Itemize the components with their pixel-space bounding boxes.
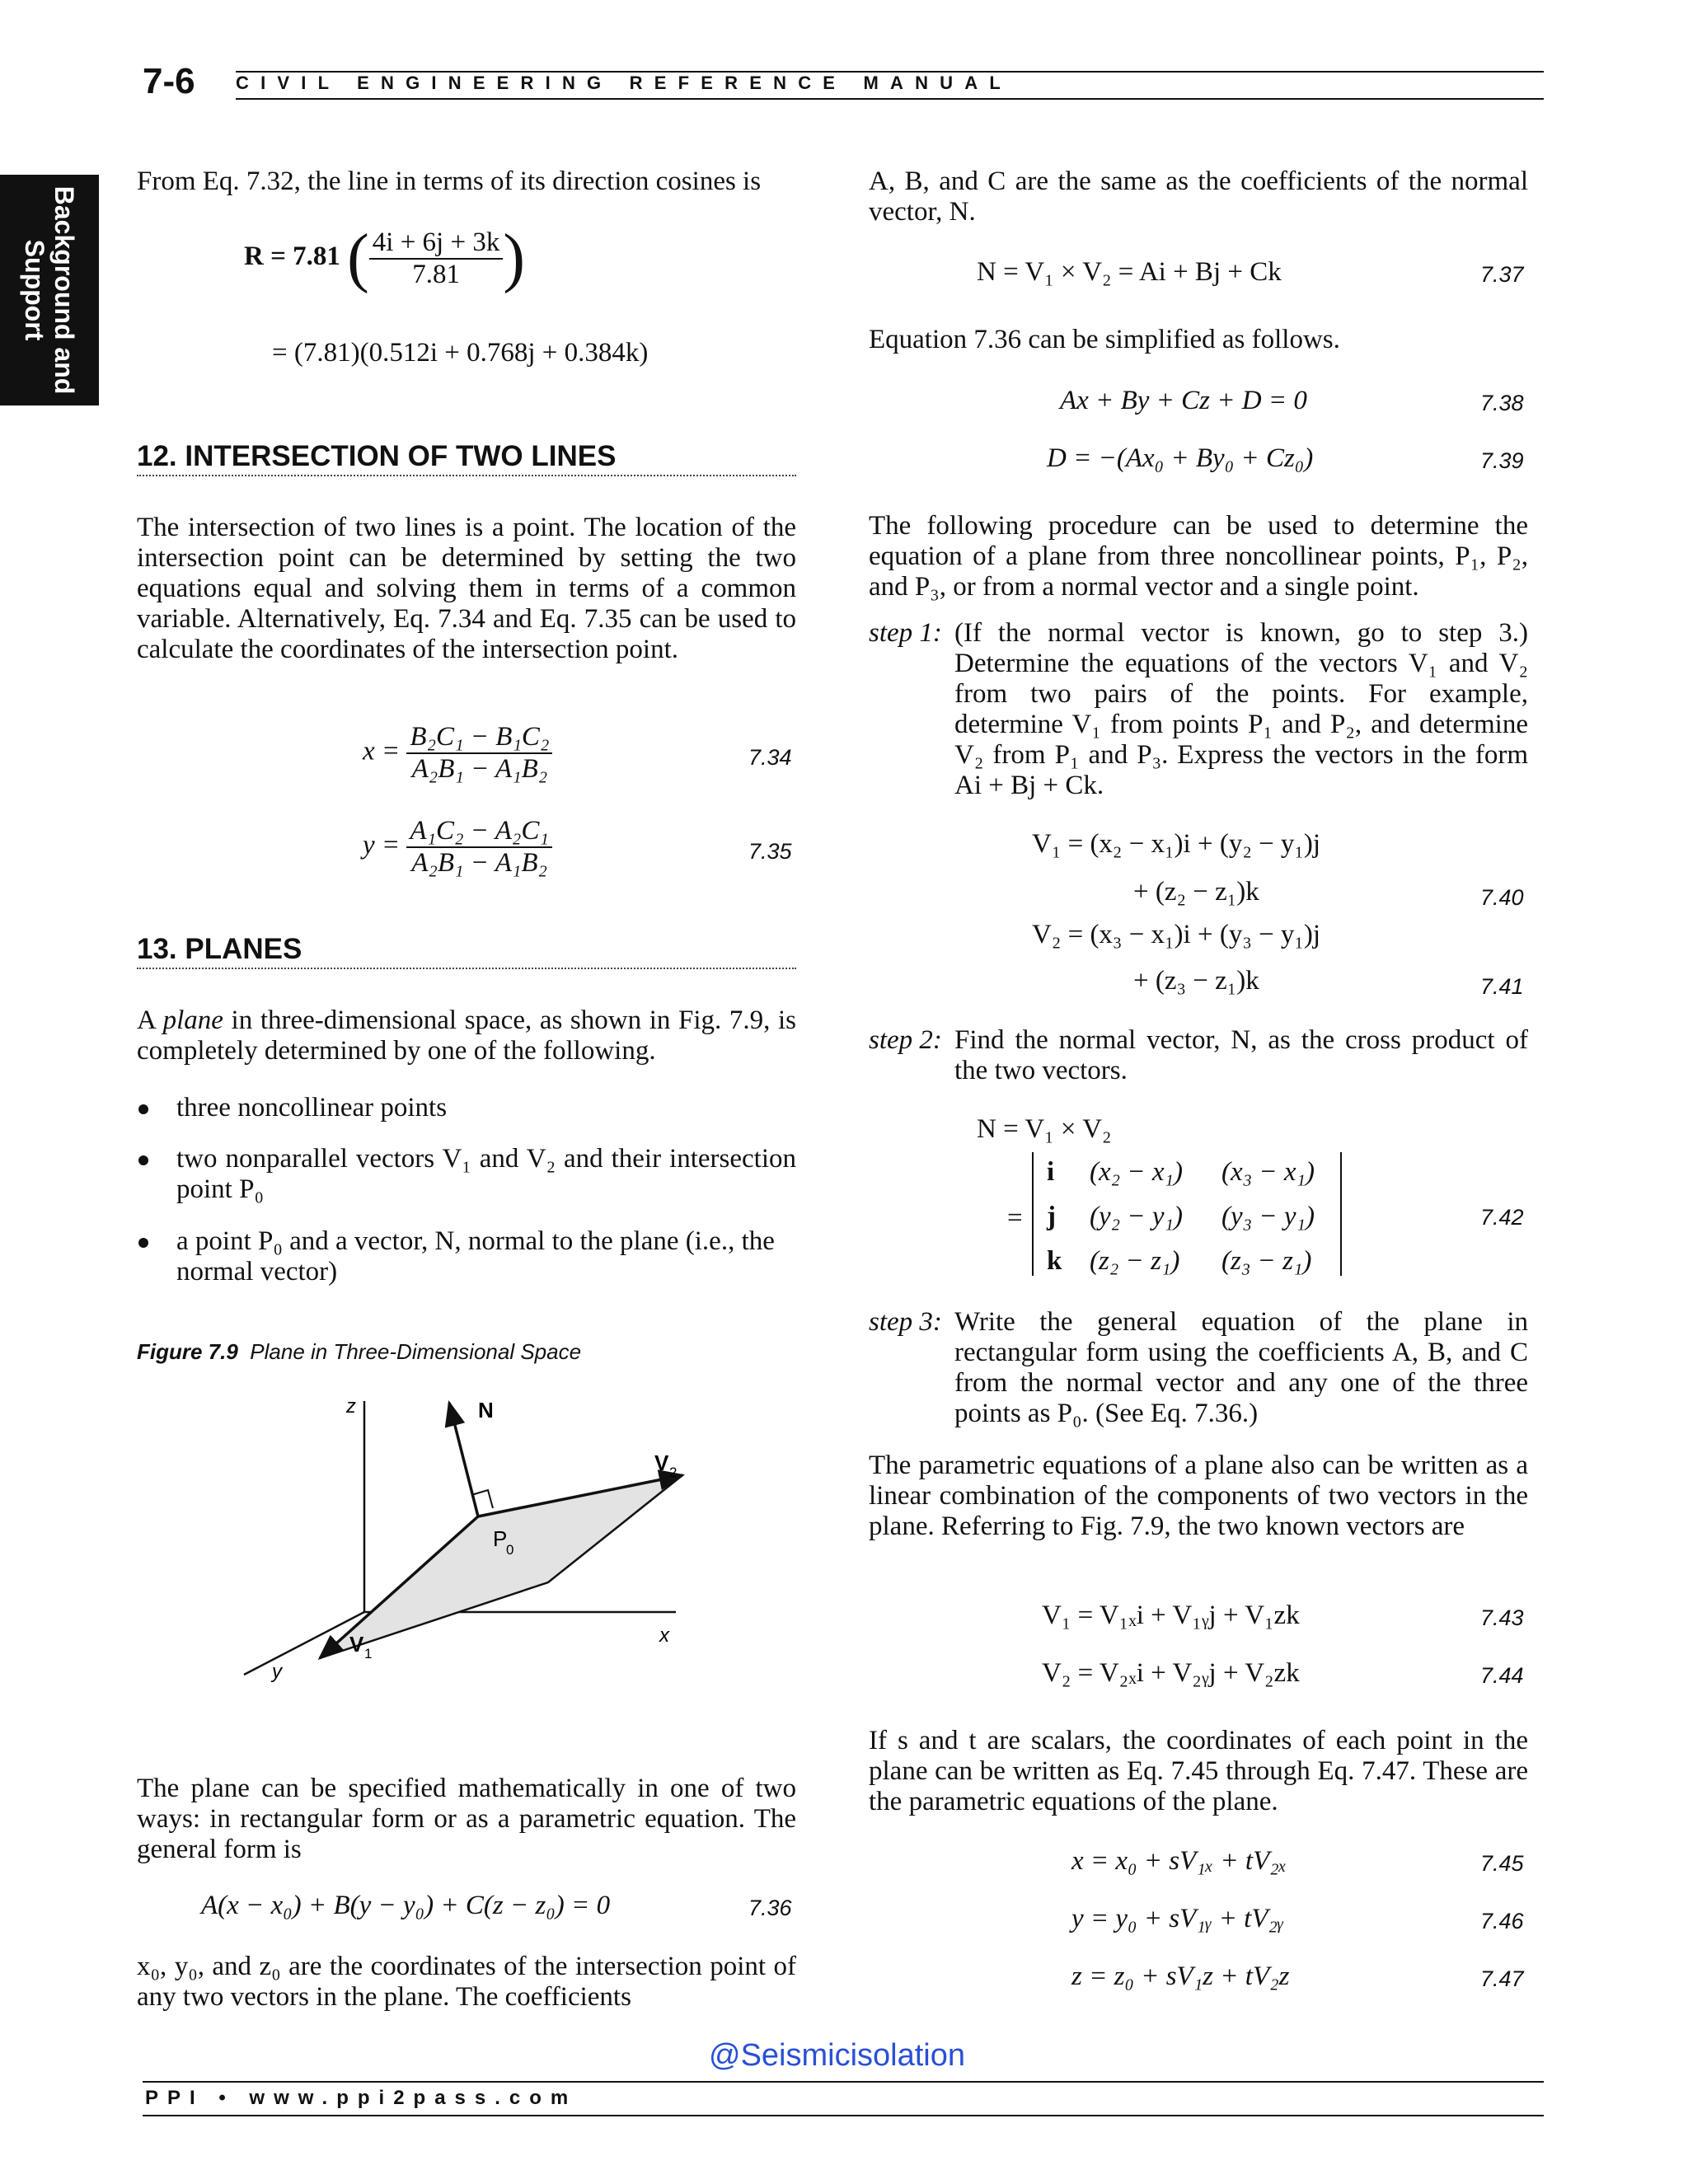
step-1-label: step 1:: [869, 618, 942, 648]
step-3-text: Write the general equation of the plane in rectangular form using the coefficients A, B, and C from the normal vector and any one of the three points as P₀. (See Eq. 7.36.): [954, 1307, 1528, 1428]
equation-number: 7.34: [748, 745, 792, 770]
matrix-cell: (x₃ − x₁): [1221, 1157, 1315, 1187]
section-13-text: A plane in three-dimensional space, as shown in Fig. 7.9, is completely determined by one of the following.: [137, 1005, 796, 1066]
equation-7-45: x = x₀ + sV₁ₓ + tV₂ₓ: [1071, 1846, 1287, 1876]
equation-r: R = 7.81 ( $\frac{4i + 6j + 3k}{7.81}$ ): [244, 222, 525, 294]
footer-rule: [143, 2081, 1544, 2083]
simplify-text: Equation 7.36 can be simplified as follows.: [869, 325, 1340, 354]
p0-label: P: [493, 1526, 508, 1551]
equation-number: 7.44: [1480, 1663, 1524, 1688]
plane-shape: [320, 1475, 682, 1658]
equation-number: 7.46: [1480, 1909, 1524, 1933]
equation-7-41-line1: V₂ = (x₃ − x₁)i + (y₃ − y₁)j: [1032, 920, 1321, 949]
footer-rule: [143, 2115, 1544, 2116]
equation-number: 7.38: [1480, 391, 1524, 415]
bullet-icon: [138, 1238, 148, 1248]
equation-number: 7.40: [1480, 885, 1524, 910]
equation-number: 7.37: [1480, 262, 1524, 287]
bullet-icon: [138, 1155, 148, 1165]
page-number: 7-6: [143, 61, 195, 101]
step-2-text: Find the normal vector, N, as the cross product of the two vectors.: [954, 1025, 1528, 1085]
matrix-cell: (x₂ − x₁): [1090, 1157, 1183, 1187]
list-item: three noncollinear points: [176, 1093, 448, 1122]
figure-caption: Figure 7.9 Plane in Three-Dimensional Space: [137, 1339, 582, 1364]
equation-7-35: y = $\frac{\text{A₁C₂ − A₂C₁}}{\text{A₂B₁ − A₁B₂}}$: [363, 816, 552, 879]
equation-7-47: z = z₀ + sV₁z + tV₂z: [1071, 1961, 1290, 1991]
matrix-cell: k: [1047, 1246, 1062, 1276]
equation-number: 7.47: [1480, 1966, 1524, 1991]
normal-vector: [449, 1403, 478, 1516]
x-axis-label: x: [659, 1624, 669, 1647]
bullet-icon: [138, 1104, 148, 1114]
equation-7-44: V₂ = V₂ₓi + V₂ᵧj + V₂zk: [1042, 1658, 1300, 1688]
footer-text: PPI • www.ppi2pass.com: [145, 2087, 578, 2109]
equation-number: 7.39: [1480, 448, 1524, 473]
equation-7-46: y = y₀ + sV₁ᵧ + tV₂ᵧ: [1071, 1904, 1284, 1933]
equation-7-38: Ax + By + Cz + D = 0: [1060, 386, 1307, 415]
equation-r-expanded: = (7.81)(0.512i + 0.768j + 0.384k): [272, 338, 649, 368]
step-2-label: step 2:: [869, 1025, 942, 1055]
determinant-bar: [1032, 1152, 1034, 1276]
equation-7-42-top: N = V₁ × V₂: [977, 1114, 1112, 1144]
matrix-cell: (y₃ − y₁): [1221, 1202, 1315, 1231]
side-tab-label: Background and Support: [20, 185, 79, 395]
intro-text: From Eq. 7.32, the line in terms of its direction cosines is: [137, 166, 762, 196]
header-rule: [236, 98, 1544, 100]
p0-label-sub: 0: [506, 1542, 514, 1558]
equation-number: 7.43: [1480, 1605, 1524, 1630]
coordinates-text: x₀, y₀, and z₀ are the coordinates of the intersection point of any two vectors in the plane. The coefficients: [137, 1952, 796, 2012]
plane-diagram: [231, 1393, 692, 1706]
equation-7-34: x = $\frac{\text{B₂C₁ − B₁C₂}}{\text{A₂B₁ − A₁B₂}}$: [363, 722, 552, 785]
scalars-text: If s and t are scalars, the coordinates of each point in the plane can be written as Eq. 7.45 through Eq. 7.47. These are the parametric equations of the plane.: [869, 1726, 1528, 1816]
matrix-cell: i: [1047, 1157, 1055, 1187]
section-divider: [137, 475, 796, 476]
equation-number: 7.42: [1480, 1205, 1524, 1230]
section-12-text: The intersection of two lines is a point. The location of the intersection point can be determined by setting the two equations equal and solving them in terms of a common variable. Alternatively, Eq. 7.34 and Eq. 7.35 can be used to calculate the coordinates of the intersection point.: [137, 513, 796, 664]
list-item: two nonparallel vectors V₁ and V₂ and their intersection point P₀: [176, 1144, 796, 1204]
equation-number: 7.36: [748, 1896, 792, 1920]
parametric-text: The parametric equations of a plane also can be written as a linear combination of the components of two vectors in the plane. Referring to Fig. 7.9, the two known vectors are: [869, 1451, 1528, 1541]
equation-number: 7.35: [748, 839, 792, 864]
equation-7-42-equals: =: [1007, 1203, 1023, 1233]
coefficients-text: A, B, and C are the same as the coefficients of the normal vector, N.: [869, 166, 1528, 227]
section-divider: [137, 968, 796, 969]
determinant-bar: [1340, 1152, 1342, 1276]
equation-number: 7.45: [1480, 1851, 1524, 1876]
equation-7-40-line2: + (z₂ − z₁)k: [1133, 877, 1259, 907]
v1-label-sub: 1: [364, 1646, 373, 1661]
equation-7-40-line1: V₁ = (x₂ − x₁)i + (y₂ − y₁)j: [1032, 829, 1321, 859]
section-12-heading: 12. INTERSECTION OF TWO LINES: [137, 440, 617, 472]
side-tab: [0, 175, 99, 405]
running-title: CIVIL ENGINEERING REFERENCE MANUAL: [236, 73, 1012, 93]
step-1-text: (If the normal vector is known, go to step 3.) Determine the equations of the vectors V₁ and V₂ from two pairs of the points. For example, determine V₁ from points P₁ and P₂, and determine V₂ from P₁ and P₃. Express the vectors in the form Ai + Bj + Ck.: [954, 618, 1528, 800]
plane-forms-text: The plane can be specified mathematically in one of two ways: in rectangular form or as a parametric equation. The general form is: [137, 1774, 796, 1864]
y-axis-label: y: [272, 1661, 282, 1683]
v2-label: V: [654, 1451, 669, 1475]
n-label: N: [478, 1398, 494, 1422]
section-13-heading: 13. PLANES: [137, 933, 302, 965]
matrix-cell: (z₃ − z₁): [1221, 1246, 1312, 1276]
v2-label-sub: 2: [669, 1465, 678, 1480]
z-axis-label: z: [346, 1395, 356, 1418]
equation-number: 7.41: [1480, 974, 1524, 999]
matrix-cell: (y₂ − y₁): [1090, 1202, 1183, 1231]
watermark: @Seismicisolation: [709, 2038, 966, 2073]
equation-7-37: N = V₁ × V₂ = Ai + Bj + Ck: [977, 257, 1282, 287]
equation-7-39: D = −(Ax₀ + By₀ + Cz₀): [1047, 443, 1314, 473]
step-3-label: step 3:: [869, 1307, 942, 1337]
v1-label: V: [349, 1632, 364, 1657]
matrix-cell: j: [1047, 1202, 1056, 1231]
list-item: a point P₀ and a vector, N, normal to the plane (i.e., the normal vector): [176, 1226, 775, 1286]
matrix-cell: (z₂ − z₁): [1090, 1246, 1180, 1276]
equation-7-43: V₁ = V₁ₓi + V₁ᵧj + V₁zk: [1042, 1601, 1300, 1630]
equation-7-41-line2: + (z₃ − z₁)k: [1133, 966, 1259, 996]
equation-7-36: A(x − x₀) + B(y − y₀) + C(z − z₀) = 0: [201, 1891, 611, 1920]
procedure-text: The following procedure can be used to determine the equation of a plane from three noncollinear points, P₁, P₂, and P₃, or from a normal vector and a single point.: [869, 511, 1528, 602]
